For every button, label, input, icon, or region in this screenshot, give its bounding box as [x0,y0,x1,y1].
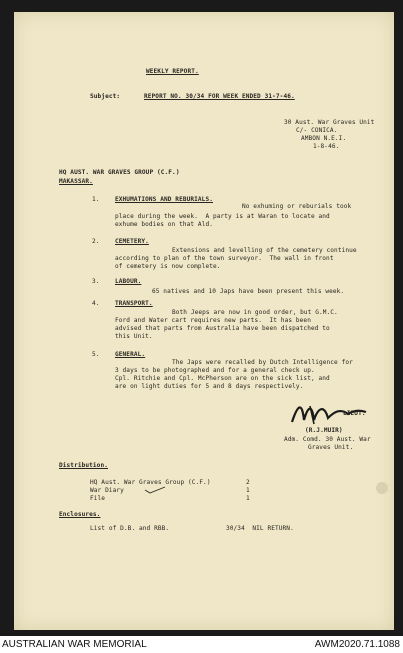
section-line: Cpl. Ritchie and Cpl. McPherson are on the sick list, and [115,375,330,382]
section-number: 4. [92,300,100,307]
report-title: WEEKLY REPORT. [146,68,199,75]
tick-mark [144,486,166,494]
section-heading: EXHUMATIONS AND REBURIALS. [115,196,213,203]
section-line: Ford and Water cart requires new parts. It has been [115,317,311,324]
section-line: The Japs were recalled by Dutch Intelligence for [172,359,353,366]
punch-hole-mark [376,482,388,494]
section-line: this Unit. [115,333,153,340]
archive-reference: AWM2020.71.1088 [314,639,400,650]
section-line: Both Jeeps are now in good order, but G.M.C. [172,309,338,316]
section-line: exhume bodies on that Ald. [115,221,213,228]
from-line: C/- CONICA. [296,127,338,134]
section-heading: TRANSPORT. [115,300,153,307]
signatory-title: Graves Unit. [308,444,354,451]
section-number: 3. [92,278,100,285]
signatory-title: Adm. Comd. 30 Aust. War [284,436,371,443]
enclosure-note: 30/34 NIL RETURN. [226,525,294,532]
subject-value: REPORT NO. 30/34 FOR WEEK ENDED 31-7-46. [144,93,295,100]
section-number: 5. [92,351,100,358]
section-line: place during the week. A party is at Waran to locate and [115,213,330,220]
enclosures-heading: Enclosures. [59,511,101,518]
distribution-qty: 2 [246,479,250,486]
archive-name: AUSTRALIAN WAR MEMORIAL [2,639,147,650]
addressee-line: MAKASSAR. [59,178,93,185]
section-line: No exhuming or reburials took [242,203,352,210]
distribution-item: War Diary [90,487,124,494]
from-line: 30 Aust. War Graves Unit [284,119,375,126]
from-line: AMBON N.E.I. [301,135,347,142]
signature-rank: LIEUT. [343,410,366,417]
enclosure-item: List of D.B. and RBB. [90,525,170,532]
distribution-item: File [90,495,106,502]
distribution-qty: 1 [246,495,250,502]
section-line: advised that parts from Australia have been dispatched to [115,325,330,332]
section-line: 65 natives and 10 Japs have been present this week. [152,288,345,295]
section-heading: CEMETERY. [115,238,149,245]
section-line: of cemetery is now complete. [115,263,221,270]
signatory-name: (R.J.MUIR) [305,427,343,434]
distribution-qty: 1 [246,487,250,494]
section-line: according to plan of the town surveyor. The wall in front [115,255,334,262]
archive-footer [0,636,403,653]
section-heading: GENERAL. [115,351,146,358]
section-number: 2. [92,238,100,245]
section-line: are on light duties for 5 and 8 days respectively. [115,383,304,390]
from-line: 1-8-46. [313,143,340,150]
section-line: Extensions and levelling of the cemetery continue [172,247,357,254]
distribution-item: HQ Aust. War Graves Group (C.F.) [90,479,211,486]
section-heading: LABOUR. [115,278,142,285]
distribution-heading: Distribution. [59,462,108,469]
section-line: 3 days to be photographed and for a general check up. [115,367,315,374]
addressee-line: HQ AUST. WAR GRAVES GROUP (C.F.) [59,169,180,176]
section-number: 1. [92,196,100,203]
subject-label: Subject: [90,93,121,100]
